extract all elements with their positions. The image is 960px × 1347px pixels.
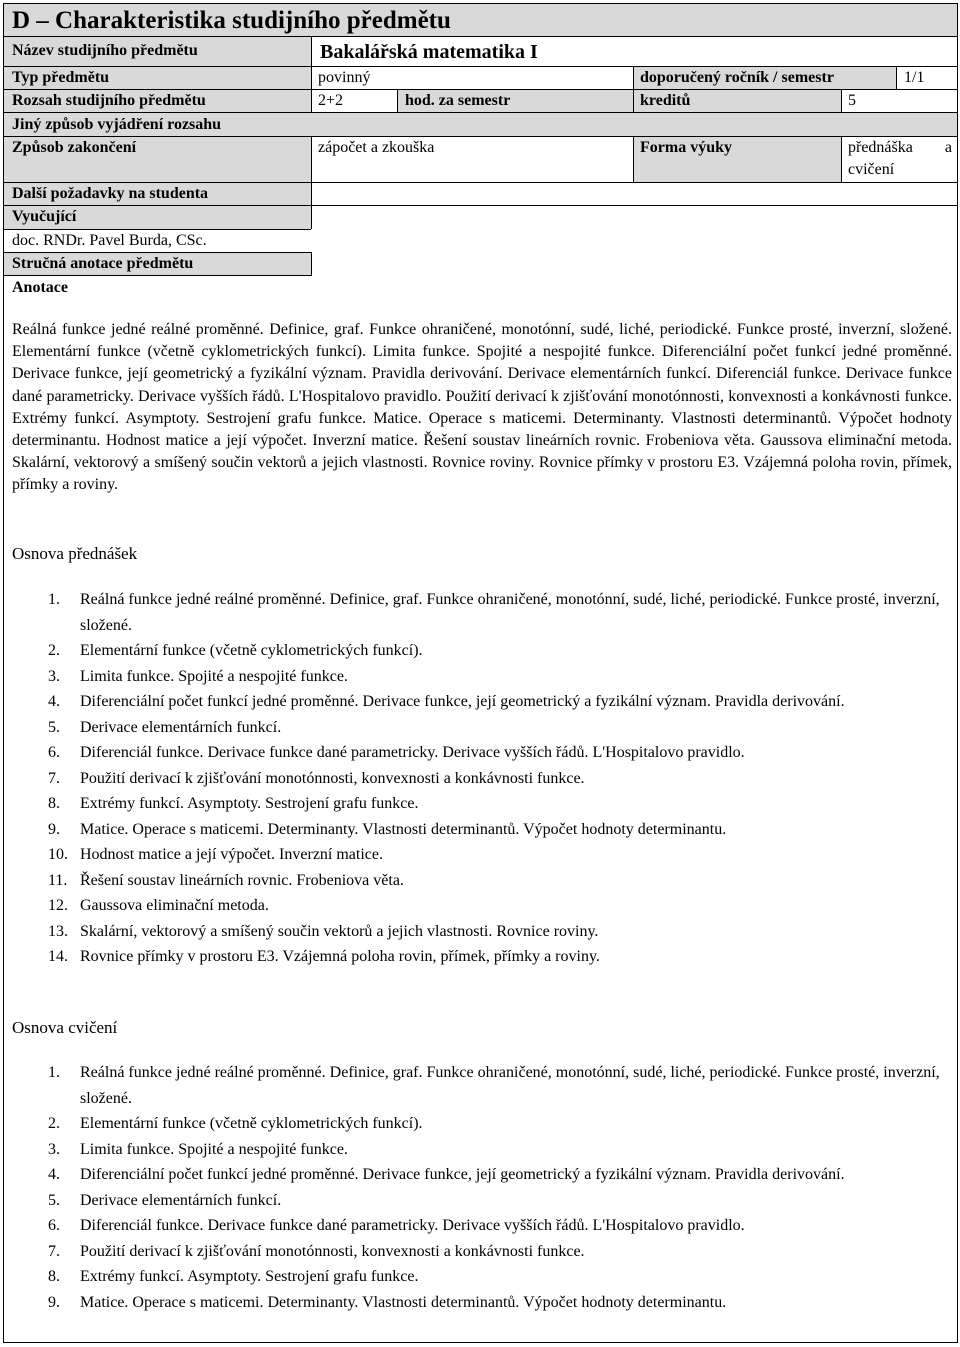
kredity-label: kreditů <box>640 92 691 109</box>
forma-value-line1: přednáška a <box>848 139 952 156</box>
zakonceni-value: zápočet a zkouška <box>318 139 435 156</box>
table-rule <box>633 66 634 112</box>
list-item-number: 4. <box>48 693 60 710</box>
table-rule <box>896 66 897 89</box>
jiny-label: Jiný způsob vyjádření rozsahu <box>12 116 222 133</box>
list-item-number: 5. <box>48 1191 60 1209</box>
list-item <box>12 1111 942 1137</box>
list-item-number: 1. <box>48 591 60 608</box>
list-item <box>12 944 942 970</box>
list-item <box>12 1060 942 1111</box>
list-item-text: Derivace elementárních funkcí. <box>80 1191 282 1209</box>
list-item <box>12 817 942 843</box>
forma-label: Forma výuky <box>640 139 732 156</box>
list-item-text: Elementární funkce (včetně cyklometrických funkcí). <box>80 642 423 659</box>
list-item-text: Diferenciál funkce. Derivace funkce dané parametricky. Derivace vyšších řádů. L'Hospitalovo pravidlo. <box>80 744 745 761</box>
list-item-number: 9. <box>48 1293 60 1311</box>
list-item-number: 4. <box>48 1166 60 1183</box>
list-item-number: 12. <box>48 897 68 914</box>
list-item-text: Diferenciální počet funkcí jedné proměnné. Derivace funkce, její geometrický a fyzikální význam. Pravidla derivování. <box>80 693 845 710</box>
list-item-number: 6. <box>48 1217 60 1234</box>
rozsah-value: 2+2 <box>318 92 344 109</box>
table-rule <box>4 205 957 206</box>
list-item-text: Reálná funkce jedné reálné proměnné. Definice, graf. Funkce ohraničené, monotónní, sudé, liché, periodické. Funkce prosté, inverzní, složené. <box>80 1064 940 1107</box>
exercises-list <box>12 1060 942 1315</box>
section-title: D – Charakteristika studijního předmětu <box>12 7 451 34</box>
list-item-text: Použití derivací k zjišťování monotónnosti, konvexnosti a konkávnosti funkce. <box>80 1242 585 1260</box>
list-item-number: 11. <box>48 871 68 889</box>
table-rule <box>311 252 312 276</box>
list-item-number: 13. <box>48 922 68 940</box>
list-item-number: 2. <box>48 642 60 659</box>
list-item-text: Matice. Operace s maticemi. Determinanty. Vlastnosti determinantů. Výpočet hodnoty determinantu. <box>80 1293 727 1311</box>
list-item-text: Limita funkce. Spojité a nespojité funkce. <box>80 667 348 685</box>
vyucujici-label: Vyučující <box>12 208 77 225</box>
list-item <box>12 868 942 894</box>
section-header <box>4 4 957 37</box>
table-rule <box>841 136 842 182</box>
list-item-text: Matice. Operace s maticemi. Determinanty. Vlastnosti determinantů. Výpočet hodnoty determinantu. <box>80 820 727 838</box>
list-item <box>12 1290 942 1316</box>
rocnik-value: 1/1 <box>904 69 925 86</box>
rocnik-label: doporučený ročník / semestr <box>640 69 834 86</box>
list-item <box>12 1213 942 1239</box>
table-rule <box>841 89 842 112</box>
list-item-text: Skalární, vektorový a smíšený součin vektorů a jejich vlastnosti. Rovnice roviny. <box>80 922 599 940</box>
list-item-number: 2. <box>48 1115 60 1132</box>
list-item <box>12 715 942 741</box>
list-item-number: 8. <box>48 1268 60 1285</box>
typ-value: povinný <box>318 69 371 86</box>
list-item-text: Diferenciál funkce. Derivace funkce dané parametricky. Derivace vyšších řádů. L'Hospitalovo pravidlo. <box>80 1217 745 1234</box>
list-item <box>12 1162 942 1188</box>
lectures-title: Osnova přednášek <box>12 544 138 563</box>
list-item <box>12 1188 942 1214</box>
table-rule <box>4 275 311 276</box>
annotation-text: Reálná funkce jedné reálné proměnné. Definice, graf. Funkce ohraničené, monotónní, sudé, liché, periodické. Funkce prosté, inverzní, složené. Elementární funkce (včetně cyklometrických funkcí). Limita funkce. Spojité a nespojité funkce. Diferenciální počet funkcí jedné proměnné. Derivace funkce, její geometrický a fyzikální význam. Pravidla derivování. Derivace elementárních funkcí. Diferenciál funkce. Derivace funkce dané parametricky. Derivace vyšších řádů. L'Hospitalovo pravidlo. Použití derivací k zjišťování monotónnosti, konvexnosti a konkávnosti funkce. Extrémy funkcí. Asymptoty. Sestrojení grafu funkce. Matice. Operace s maticemi. Determinanty. Vlastnosti determinantů. Výpočet hodnoty determinantu. Hodnost matice a její výpočet. Inverzní matice. Řešení soustav lineárních rovnic. Frobeniova věta. Gaussova eliminační metoda. Skalární, vektorový a smíšený součin vektorů a jejich vlastnosti. Rovnice roviny. Rovnice přímky v prostoru E3. Vzájemná poloha rovin, přímek, přímky a roviny. <box>12 321 952 494</box>
table-rule <box>4 136 957 137</box>
list-item <box>12 791 942 817</box>
list-item <box>12 740 942 766</box>
exercises-title: Osnova cvičení <box>12 1018 118 1037</box>
typ-label: Typ předmětu <box>12 69 110 86</box>
list-item <box>12 689 942 715</box>
list-item-text: Elementární funkce (včetně cyklometrických funkcí). <box>80 1115 423 1132</box>
list-item-text: Hodnost matice a její výpočet. Inverzní matice. <box>80 846 383 863</box>
list-item <box>12 638 942 664</box>
list-item-number: 14. <box>48 948 68 965</box>
list-item-text: Reálná funkce jedné reálné proměnné. Definice, graf. Funkce ohraničené, monotónní, sudé, liché, periodické. Funkce prosté, inverzní, složené. <box>80 591 940 634</box>
anotace-box-label: Stručná anotace předmětu <box>12 255 194 272</box>
list-item-number: 3. <box>48 1140 60 1158</box>
list-item-number: 6. <box>48 744 60 761</box>
list-item-number: 5. <box>48 718 60 736</box>
list-item <box>12 842 942 868</box>
list-item-number: 9. <box>48 820 60 838</box>
nazev-value: Bakalářská matematika I <box>320 41 538 63</box>
forma-value-line2: cvičení <box>848 161 895 178</box>
list-item <box>12 587 942 638</box>
list-item-text: Řešení soustav lineárních rovnic. Frobeniova věta. <box>80 871 404 889</box>
list-item <box>12 1239 942 1265</box>
table-rule <box>397 89 398 112</box>
list-item-text: Gaussova eliminační metoda. <box>80 897 269 914</box>
table-rule <box>4 112 957 113</box>
table-rule <box>311 136 312 229</box>
nazev-label: Název studijního předmětu <box>12 42 198 59</box>
list-item <box>12 919 942 945</box>
list-item-number: 7. <box>48 769 60 787</box>
table-rule <box>633 136 634 182</box>
list-item-number: 10. <box>48 846 68 863</box>
anotace-label: Anotace <box>12 279 68 296</box>
hod-label: hod. za semestr <box>405 92 511 109</box>
list-item <box>12 893 942 919</box>
list-item-text: Extrémy funkcí. Asymptoty. Sestrojení grafu funkce. <box>80 1268 419 1285</box>
table-rule <box>311 37 312 112</box>
pozadavky-label: Další požadavky na studenta <box>12 185 209 202</box>
list-item <box>12 766 942 792</box>
list-item-text: Diferenciální počet funkcí jedné proměnné. Derivace funkce, její geometrický a fyzikální význam. Pravidla derivování. <box>80 1166 845 1183</box>
list-item-number: 8. <box>48 795 60 812</box>
list-item <box>12 664 942 690</box>
vyucujici-value: doc. RNDr. Pavel Burda, CSc. <box>12 232 207 249</box>
list-item-number: 1. <box>48 1064 60 1081</box>
list-item-text: Extrémy funkcí. Asymptoty. Sestrojení grafu funkce. <box>80 795 419 812</box>
list-item-text: Použití derivací k zjišťování monotónnosti, konvexnosti a konkávnosti funkce. <box>80 769 585 787</box>
kredity-value: 5 <box>848 92 856 109</box>
list-item-number: 7. <box>48 1242 60 1260</box>
rozsah-label: Rozsah studijního předmětu <box>12 92 206 109</box>
list-item <box>12 1137 942 1163</box>
list-item <box>12 1264 942 1290</box>
list-item-number: 3. <box>48 667 60 685</box>
lectures-list <box>12 587 942 970</box>
zakonceni-label: Způsob zakončení <box>12 139 137 156</box>
list-item-text: Limita funkce. Spojité a nespojité funkce. <box>80 1140 348 1158</box>
list-item-text: Rovnice přímky v prostoru E3. Vzájemná poloha rovin, přímek, přímky a roviny. <box>80 948 600 965</box>
list-item-text: Derivace elementárních funkcí. <box>80 718 282 736</box>
